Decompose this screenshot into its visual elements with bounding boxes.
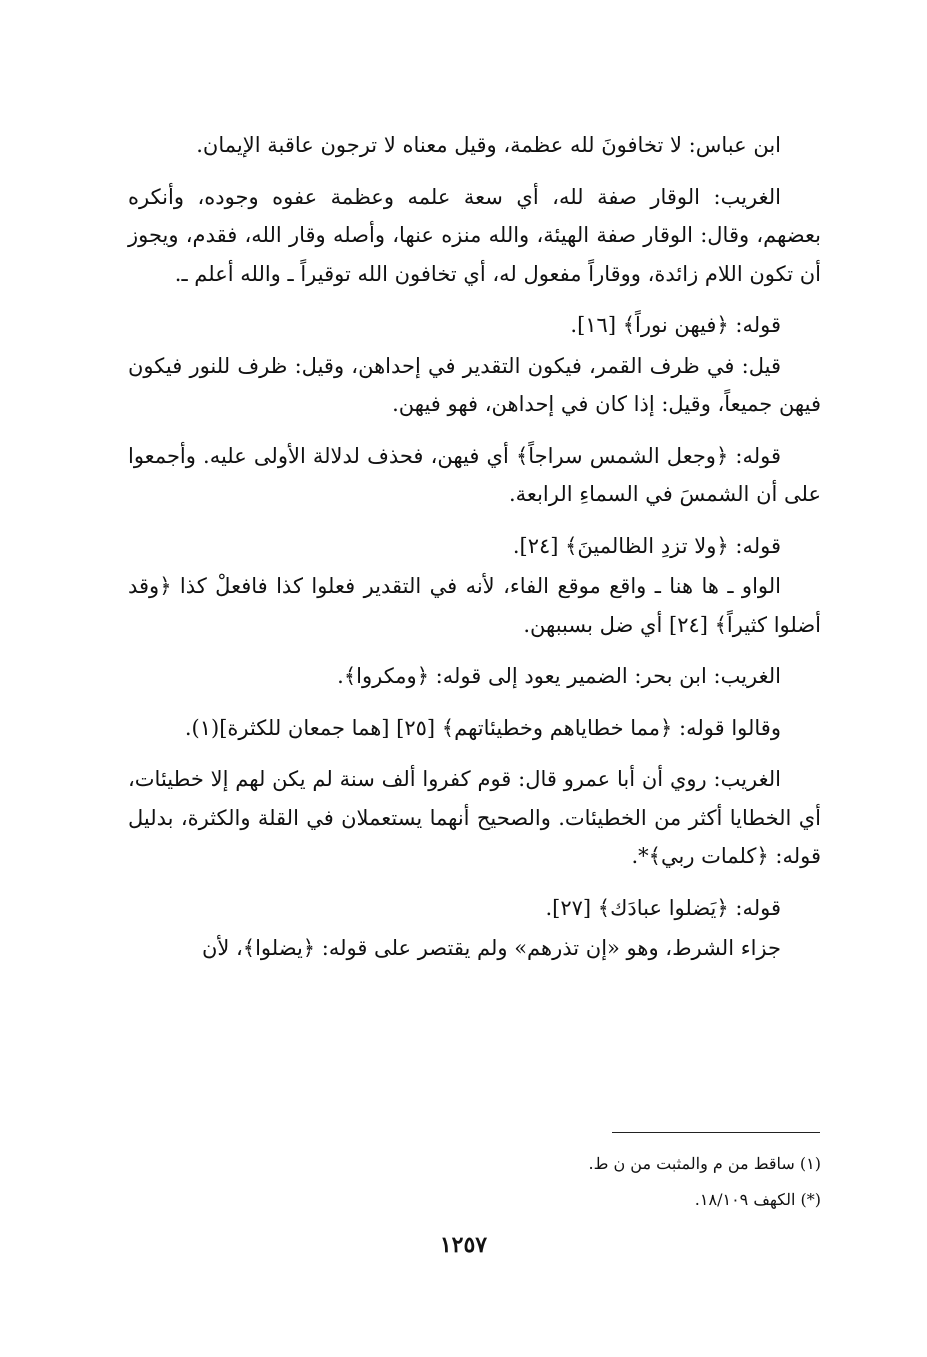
- paragraph: قيل: في ظرف القمر، فيكون التقدير في إحداهن، وقيل: ظرف للنور فيكون فيهن جميعاً، وقيل: إذا كان في إحداهن، فهو فيهن.: [128, 353, 821, 416]
- footnote: (*) الكهف ١٨/١٠٩.: [694, 1190, 821, 1209]
- paragraph: وقالوا قوله: ﴿مما خطاياهم وخطيئاتهم﴾ [٢٥] [هما جمعان للكثرة](١).: [184, 715, 781, 740]
- footnote-divider: [612, 1132, 820, 1133]
- paragraph: الغريب: الوقار صفة لله، أي سعة علمه وعظمة عفوه وجوده، وأنكره بعضهم، وقال: الوقار صفة الهيئة، والله منزه عنها، وأصله وقار الله، فقدم، ويجوز أن تكون اللام زائدة، ووقاراً مفعول له، أي تخافون الله توقيراً ـ والله أعلم ـ.: [128, 184, 821, 286]
- footnotes: [300, 1146, 821, 1218]
- main-text: [128, 126, 821, 970]
- paragraph: الغريب: روي أن أبا عمرو قال: قوم كفروا ألف سنة لم يكن لهم إلا خطيئات، أي الخطايا أكثر من الخطيئات. والصحيح أنهما يستعملان في القلة والكثرة، بدليل قوله: ﴿كلمات ربي﴾*.: [128, 767, 821, 868]
- paragraph: قوله: ﴿ولا تزدِ الظالمينَ﴾ [٢٤].: [512, 533, 781, 558]
- paragraph: قوله: ﴿وجعل الشمس سراجاً﴾ أي فيهن، فحذف لدلالة الأولى عليه. وأجمعوا على أن الشمسَ في السماءِ الرابعة.: [128, 443, 821, 506]
- paragraph: الغريب: ابن بحر: الضمير يعود إلى قوله: ﴿ومكروا﴾.: [337, 664, 781, 688]
- paragraph: ابن عباس: لا تخافونَ لله عظمة، وقيل معناه لا ترجون عاقبة الإيمان.: [196, 133, 781, 157]
- footnote: (١) ساقط من م والمثبت من ن ط.: [588, 1154, 821, 1173]
- page-number: ١٢٥٧: [439, 1232, 488, 1258]
- paragraph: جزاء الشرط، وهو «إن تذرهم» ولم يقتصر على قوله: ﴿يضلوا﴾، لأن: [201, 936, 781, 960]
- paragraph: قوله: ﴿فيهن نوراً﴾ [١٦].: [570, 313, 781, 337]
- paragraph: قوله: ﴿يَضلوا عبادَك﴾ [٢٧].: [545, 895, 781, 920]
- paragraph: الواو ـ ها هنا ـ واقع موقع الفاء، لأنه في التقدير فعلوا كذا فافعلْ كذا ﴿وقد أضلوا كثيراً﴾ [٢٤] أي ضل بسببهن.: [128, 574, 821, 637]
